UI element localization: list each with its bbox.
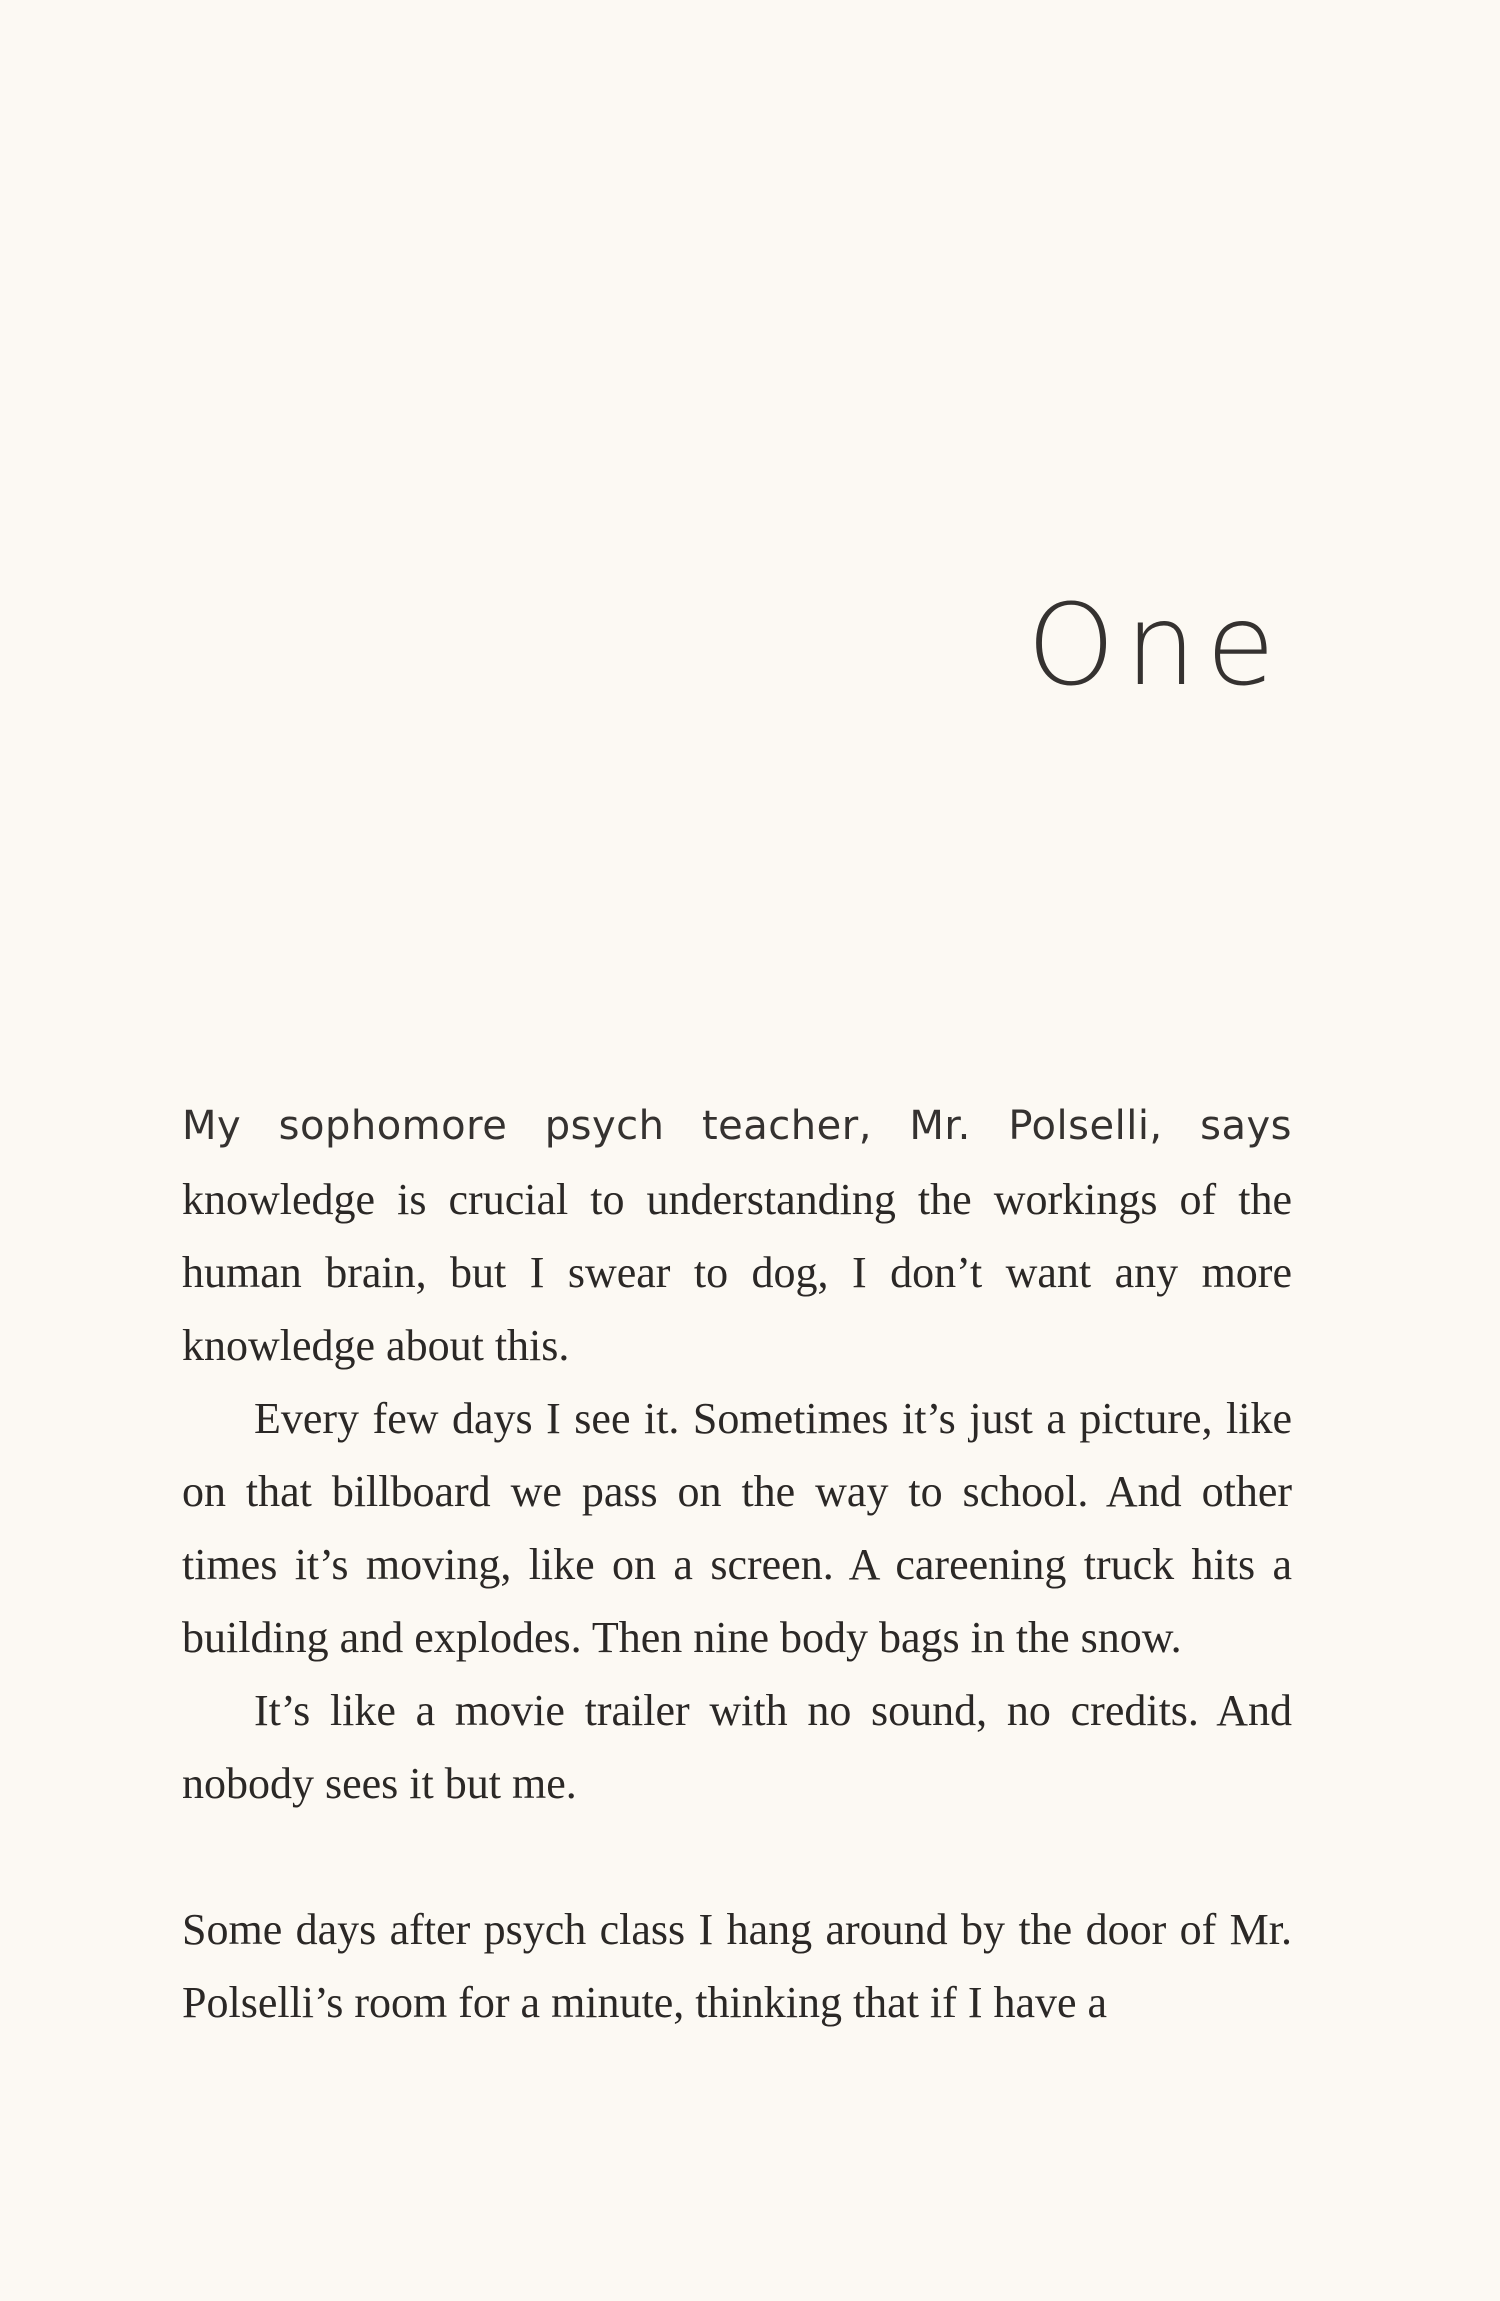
paragraph-1-text: knowledge is crucial to understanding the workings of the human brain, but I swear to dog, I don’t want any more knowledge about this.: [182, 1175, 1292, 1370]
chapter-body: [182, 1088, 1292, 2039]
section-break: [182, 1820, 1292, 1893]
chapter-title: One: [1026, 581, 1285, 711]
paragraph-1-lead-in: My sophomore psych teacher, Mr. Polselli, says: [182, 1103, 1292, 1149]
paragraph-2: Every few days I see it. Sometimes it’s just a picture, like on that billboard we pass on the way to school. And other times it’s moving, like on a screen. A careening truck hits a building and explodes. Then nine body bags in the snow.: [182, 1394, 1292, 1662]
paragraph-1: [182, 1088, 1292, 1382]
paragraph-4: Some days after psych class I hang around by the door of Mr. Polselli’s room for a minute, thinking that if I have a: [182, 1905, 1292, 2027]
paragraph-3: It’s like a movie trailer with no sound, no credits. And nobody sees it but me.: [182, 1686, 1292, 1808]
